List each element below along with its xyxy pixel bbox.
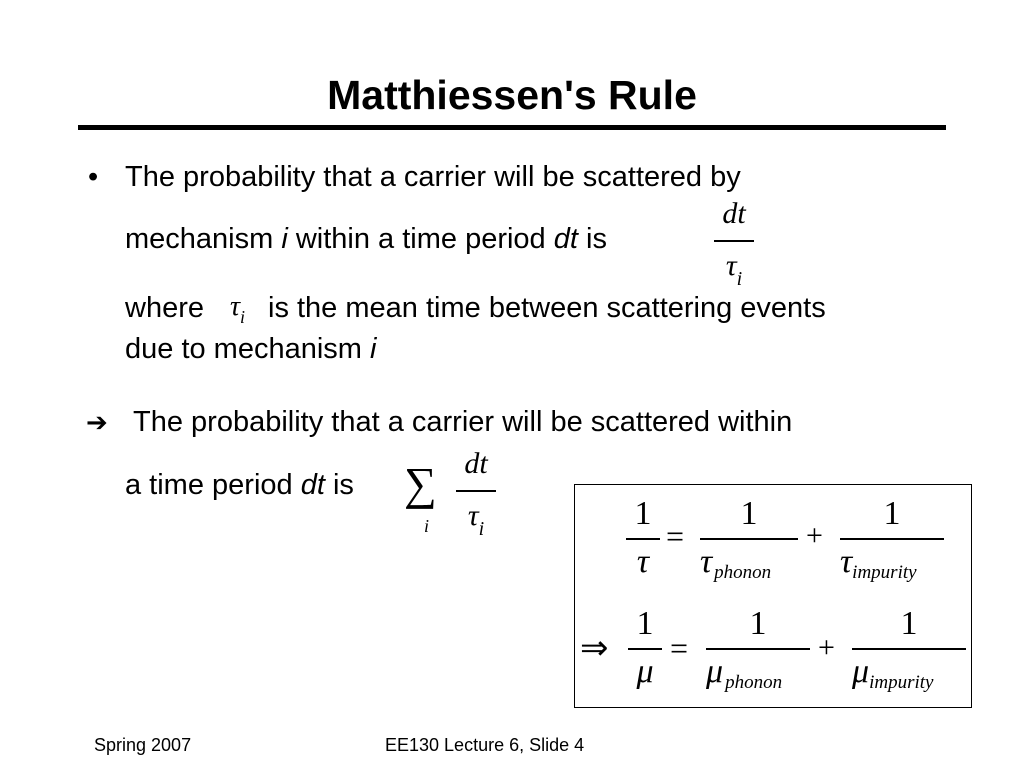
footer-date: Spring 2007 <box>94 735 192 755</box>
para1-line2-dt: dt <box>553 223 578 255</box>
tau-symbol: τ <box>230 291 241 322</box>
phonon-subscript: phonon <box>725 672 783 693</box>
eq1-equals: = <box>666 518 685 554</box>
eq2-lhs-fraction <box>628 604 662 700</box>
eq1-lhs-tau: τ <box>636 543 650 580</box>
fraction-numerator: dt <box>464 447 488 480</box>
fraction-numerator: dt <box>722 197 746 230</box>
eq1-impurity-one: 1 <box>883 495 901 532</box>
eq1-impurity-den <box>840 542 944 587</box>
fraction-bar <box>628 648 662 650</box>
para1-line2-i: i <box>281 223 288 255</box>
tau-symbol: τ <box>725 249 737 282</box>
para1-line1: The probability that a carrier will be scattered by <box>125 161 741 193</box>
title-underline <box>78 125 946 130</box>
mu-symbol: μ <box>852 653 870 690</box>
tau-symbol: τ <box>700 543 713 580</box>
tau-subscript: i <box>240 307 246 327</box>
para1-line2-pre: mechanism <box>125 223 282 255</box>
eq2-impurity-den <box>852 652 966 697</box>
eq2-equals: = <box>670 630 689 666</box>
eq2-plus: + <box>818 631 835 664</box>
fraction-denominator <box>714 248 754 290</box>
para1-line2-post: is <box>577 223 607 255</box>
fraction-dt-over-tau-i-sum <box>456 446 496 540</box>
fraction-dt-over-tau-i <box>714 196 754 288</box>
para1-line3-pre: where <box>125 292 204 324</box>
slide-title: Matthiessen's Rule <box>327 72 697 118</box>
fraction-bar <box>852 648 966 650</box>
fraction-bar <box>714 240 754 242</box>
para2-line1: The probability that a carrier will be scattered within <box>133 406 793 438</box>
tau-i-inline <box>230 290 245 326</box>
eq1-phonon-one: 1 <box>740 495 758 532</box>
summation-index: i <box>424 516 430 536</box>
tau-subscript: i <box>736 268 743 290</box>
para2-line2-dt: dt <box>300 469 325 501</box>
eq1-lhs-one: 1 <box>634 495 652 532</box>
footer-slide-info: EE130 Lecture 6, Slide 4 <box>385 735 585 755</box>
eq1-impurity-fraction <box>840 494 944 588</box>
fraction-denominator <box>456 498 496 540</box>
mu-symbol: μ <box>706 653 724 690</box>
eq2-phonon-den <box>706 652 810 697</box>
fraction-bar <box>456 490 496 492</box>
phonon-subscript: phonon <box>714 562 772 583</box>
bullet-dot: • <box>88 161 99 193</box>
eq2-lhs-one: 1 <box>636 605 654 642</box>
eq1-lhs-fraction <box>626 494 660 588</box>
eq2-impurity-one: 1 <box>900 605 918 642</box>
para1-line4 <box>125 332 376 366</box>
eq2-impurity-fraction <box>852 604 966 700</box>
impurity-subscript: impurity <box>869 672 934 693</box>
tau-symbol: τ <box>467 499 479 532</box>
fraction-bar <box>840 538 944 540</box>
para2-line2-post: is <box>324 469 354 501</box>
tau-symbol: τ <box>840 543 853 580</box>
eq2-lhs-mu: μ <box>636 653 654 690</box>
para2-line2 <box>125 468 354 502</box>
implies-arrow-icon: ⇒ <box>580 630 609 667</box>
summation-symbol: ∑ <box>404 458 437 509</box>
tau-subscript: i <box>478 518 485 540</box>
para1-line2 <box>125 222 607 256</box>
eq1-phonon-fraction <box>700 494 798 588</box>
para1-line3-post: is the mean time between scattering events <box>268 292 826 324</box>
para1-line4-pre: due to mechanism <box>125 333 371 365</box>
para2-line2-pre: a time period <box>125 469 301 501</box>
eq2-phonon-fraction <box>706 604 810 700</box>
eq2-phonon-one: 1 <box>749 605 767 642</box>
para1-line2-mid: within a time period <box>287 223 554 255</box>
impurity-subscript: impurity <box>852 562 917 583</box>
fraction-bar <box>706 648 810 650</box>
eq1-phonon-den <box>700 542 798 587</box>
fraction-bar <box>626 538 660 540</box>
fraction-bar <box>700 538 798 540</box>
arrow-bullet-icon: ➔ <box>86 408 108 438</box>
para1-line4-i: i <box>370 333 377 365</box>
eq1-plus: + <box>806 519 823 552</box>
